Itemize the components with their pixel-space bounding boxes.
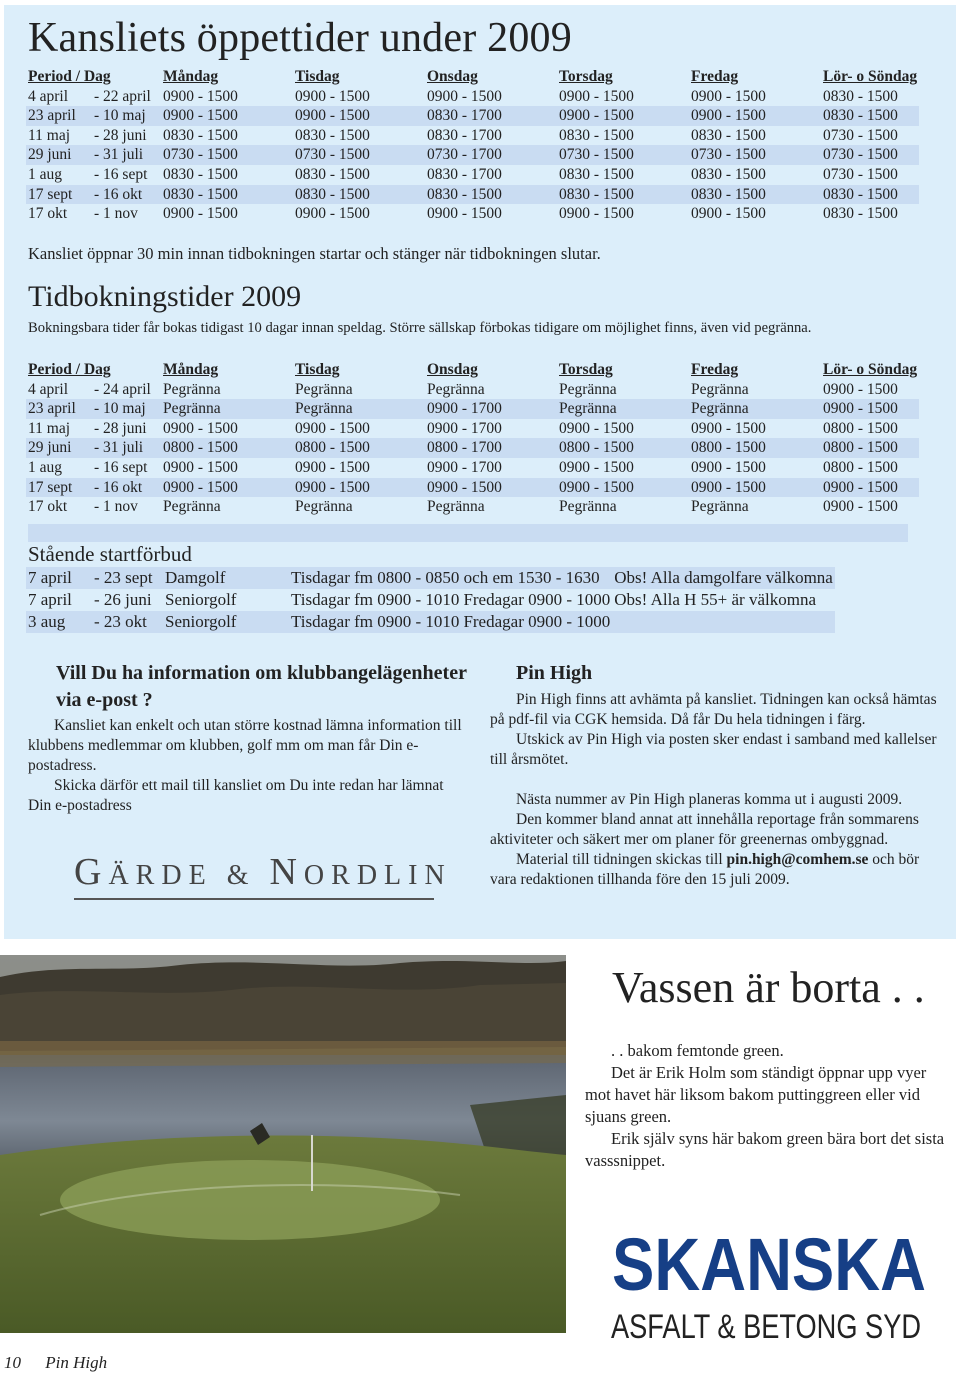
table-row (26, 438, 919, 458)
period-cell: 17 okt (28, 498, 68, 516)
hours-cell: 0900 - 1500 (557, 478, 689, 498)
hours-cell: 0830 - 1500 (295, 126, 370, 144)
hours-cell: 0800 - 1500 (557, 438, 689, 458)
hours-cell: 0830 - 1700 (427, 126, 502, 144)
table-row (26, 497, 919, 517)
header-wednesday: Onsdag (427, 68, 478, 85)
hours-cell: 0830 - 1500 (823, 87, 898, 105)
ban-cell: Obs! Alla damgolfare välkomna (614, 568, 833, 587)
ban-cell: - 26 juni (94, 590, 152, 609)
table-row (26, 87, 919, 107)
hours-cell: 0730 - 1500 (689, 145, 821, 165)
hours-cell: Pegränna (295, 498, 353, 516)
period-cell: 11 maj (28, 419, 71, 437)
period-cell: - 24 april (94, 380, 151, 398)
hours-cell: 0900 - 1500 (427, 205, 502, 223)
hours-cell: 0900 - 1500 (163, 458, 238, 476)
hours-cell: 0900 - 1500 (425, 478, 557, 498)
period-cell: - 31 juli (92, 438, 161, 458)
period-cell: - 10 maj (92, 106, 161, 126)
booking-title: Tidbokningstider 2009 (28, 280, 302, 313)
period-cell: 4 april (28, 87, 69, 105)
hours-cell: 0900 - 1500 (295, 205, 370, 223)
office-hours-table (26, 67, 919, 224)
hours-cell: 0900 - 1500 (559, 419, 634, 437)
header-wednesday: Onsdag (427, 361, 478, 378)
period-cell: - 1 nov (94, 498, 138, 516)
hours-cell: 0900 - 1500 (557, 106, 689, 126)
office-note: Kansliet öppnar 30 min innan tidbokningen startar och stänger när tidbokningen slutar. (28, 244, 601, 263)
hours-cell: 0900 - 1500 (823, 380, 898, 398)
skanska-tagline: ASFALT & BETONG SYD (611, 1308, 921, 1346)
hours-cell: Pegränna (559, 380, 617, 398)
header-period: Period / Dag (28, 361, 111, 378)
hours-cell: Pegränna (163, 498, 221, 516)
hours-cell: 0900 - 1500 (821, 399, 919, 419)
page-number: 10 (4, 1353, 21, 1372)
hours-cell: 0900 - 1500 (691, 458, 766, 476)
pin-high-heading: Pin High (516, 662, 593, 684)
story-paragraph: Det är Erik Holm som ständigt öppnar upp vyer mot havet här liksom bakom puttinggreen eller vid sjuans green. (585, 1063, 927, 1126)
golf-green-photo (0, 955, 566, 1333)
hours-cell: 0830 - 1700 (425, 106, 557, 126)
hours-cell: 0900 - 1500 (295, 419, 370, 437)
hours-cell: 0830 - 1500 (293, 185, 425, 205)
table-row (26, 380, 919, 400)
hours-cell: 0800 - 1500 (823, 419, 898, 437)
period-cell: 29 juni (26, 438, 92, 458)
pin-high-paragraph: Den kommer bland annat att innehålla reportage från sommarens aktiviteter och säkert mer om planer för greenernas ombyggnad. (490, 811, 919, 848)
table-row (26, 589, 835, 611)
hours-cell: 0900 - 1500 (295, 458, 370, 476)
period-cell: - 16 okt (92, 185, 161, 205)
hours-cell: 0900 - 1500 (163, 87, 238, 105)
hours-cell: 0800 - 1500 (161, 438, 293, 458)
ban-cell: - 23 sept (92, 567, 163, 589)
hours-cell: 0900 - 1500 (161, 478, 293, 498)
hours-cell: 0900 - 1700 (427, 419, 502, 437)
hours-cell: 0730 - 1500 (293, 145, 425, 165)
email-info-box (28, 660, 468, 816)
hours-cell: 0900 - 1500 (821, 478, 919, 498)
header-weekend: Lör- o Söndag (823, 68, 918, 85)
hours-cell: 0900 - 1500 (161, 106, 293, 126)
ban-cell: Obs! Alla H 55+ är välkomna (614, 590, 817, 609)
period-cell: 4 april (28, 380, 69, 398)
period-cell: - 1 nov (94, 205, 138, 223)
table-row (26, 126, 919, 146)
hours-cell: Pegränna (557, 399, 689, 419)
ban-cell: Tisdagar fm 0800 - 0850 och em 1530 - 1630 (289, 567, 612, 589)
story-paragraph: Erik själv syns här bakom green bära bort det sista vasssnippet. (585, 1129, 945, 1170)
table-row (26, 399, 919, 419)
booking-hours-table (26, 360, 919, 517)
pin-high-paragraph: Utskick av Pin High via posten sker endast i samband med kallelser till årsmötet. (490, 731, 937, 768)
hours-cell: Pegränna (691, 498, 749, 516)
pin-high-box (490, 660, 942, 890)
story-title: Vassen är borta . . (612, 963, 925, 1012)
period-cell: 1 aug (28, 458, 63, 476)
start-bans-table (26, 567, 835, 633)
email-info-paragraph: Skicka därför ett mail till kansliet om Du inte redan har lämnat Din e-postadress (28, 777, 444, 814)
golf-green-photo-graphic (0, 955, 566, 1333)
hours-cell: 0730 - 1500 (823, 165, 898, 183)
hours-cell: 0830 - 1500 (161, 185, 293, 205)
office-hours-title: Kansliets öppettider under 2009 (28, 15, 572, 61)
table-row (26, 567, 835, 589)
hours-cell: 0830 - 1500 (691, 165, 766, 183)
hours-cell: 0830 - 1500 (559, 165, 634, 183)
period-cell: - 22 april (94, 87, 151, 105)
hours-cell: 0900 - 1500 (691, 87, 766, 105)
page-footer (4, 1353, 107, 1373)
hours-cell: 0900 - 1500 (559, 205, 634, 223)
period-cell: 17 sept (26, 185, 92, 205)
hours-cell: 0730 - 1500 (821, 145, 919, 165)
ban-cell: Fredagar 0900 - 1000 (463, 612, 611, 631)
table-row (26, 204, 919, 224)
hours-cell: 0830 - 1500 (295, 165, 370, 183)
hours-cell: 0900 - 1500 (427, 87, 502, 105)
skanska-wordmark: SKANSKA (612, 1223, 926, 1306)
hours-cell: 0830 - 1500 (823, 205, 898, 223)
period-cell: - 16 sept (94, 165, 148, 183)
hours-cell: 0830 - 1500 (559, 126, 634, 144)
period-cell: - 28 juni (94, 419, 147, 437)
ban-cell: Damgolf (163, 567, 289, 589)
ban-cell: Tisdagar fm 0900 - 1010 (291, 590, 460, 609)
hours-cell: 0900 - 1500 (689, 106, 821, 126)
hours-cell: 0800 - 1700 (425, 438, 557, 458)
table-row (26, 611, 835, 633)
header-thursday: Torsdag (559, 68, 613, 85)
story-body (585, 1040, 953, 1172)
pin-high-paragraph: Nästa nummer av Pin High planeras komma ut i augusti 2009. (516, 791, 903, 808)
table-row (26, 106, 919, 126)
ban-cell: Tisdagar fm 0900 - 1010 (291, 612, 460, 631)
hours-cell: 0900 - 1500 (293, 478, 425, 498)
header-monday: Måndag (163, 68, 219, 85)
hours-cell: 0730 - 1700 (425, 145, 557, 165)
hours-cell: Pegränna (295, 380, 353, 398)
publication-name: Pin High (45, 1353, 108, 1372)
divider-bar (28, 524, 908, 542)
hours-cell: 0830 - 1700 (427, 165, 502, 183)
hours-cell: Pegränna (689, 399, 821, 419)
header-period: Period / Dag (28, 68, 111, 85)
email-info-paragraph: Kansliet kan enkelt och utan större kostnad lämna information till klubbens medlemmar om klubben, golf mm om man får Din e-postadress. (28, 717, 462, 774)
period-cell: 11 maj (28, 126, 71, 144)
hours-cell: 0730 - 1500 (823, 126, 898, 144)
period-cell: 23 april (26, 399, 92, 419)
story-paragraph: . . bakom femtonde green. (611, 1041, 784, 1060)
ban-cell: Seniorgolf (165, 590, 237, 609)
hours-cell: 0730 - 1500 (161, 145, 293, 165)
hours-cell: 0830 - 1500 (821, 106, 919, 126)
period-cell: - 10 maj (92, 399, 161, 419)
hours-cell: 0900 - 1500 (691, 419, 766, 437)
hours-cell: 0900 - 1500 (823, 498, 898, 516)
hours-cell: 0730 - 1500 (557, 145, 689, 165)
header-thursday: Torsdag (559, 361, 613, 378)
period-cell: - 16 sept (94, 458, 148, 476)
header-friday: Fredag (691, 68, 739, 85)
table-row (26, 165, 919, 185)
table-row (26, 458, 919, 478)
table-row (26, 419, 919, 439)
ban-cell: 7 april (28, 590, 72, 609)
hours-cell: 0830 - 1500 (163, 165, 238, 183)
hours-cell: 0900 - 1500 (163, 205, 238, 223)
period-cell: - 28 juni (94, 126, 147, 144)
header-tuesday: Tisdag (295, 361, 340, 378)
hours-cell: 0800 - 1500 (689, 438, 821, 458)
hours-cell: Pegränna (293, 399, 425, 419)
hours-cell: 0830 - 1500 (691, 126, 766, 144)
period-cell: 23 april (26, 106, 92, 126)
hours-cell: 0830 - 1500 (163, 126, 238, 144)
ban-cell: 3 aug (26, 611, 92, 633)
period-cell: 29 juni (26, 145, 92, 165)
hours-cell: 0900 - 1700 (425, 399, 557, 419)
hours-cell: 0900 - 1500 (559, 458, 634, 476)
email-info-heading: Vill Du ha information om klubbangelägenheter via e-post ? (56, 662, 467, 711)
hours-cell: Pegränna (559, 498, 617, 516)
hours-cell: 0900 - 1500 (295, 87, 370, 105)
ban-cell: Seniorgolf (163, 611, 289, 633)
ban-cell: 7 april (26, 567, 92, 589)
period-cell: - 31 juli (92, 145, 161, 165)
period-cell: 17 sept (26, 478, 92, 498)
hours-cell: 0900 - 1700 (427, 458, 502, 476)
hours-cell: 0830 - 1500 (557, 185, 689, 205)
hours-cell: 0800 - 1500 (821, 438, 919, 458)
pin-high-email: pin.high@comhem.se (726, 851, 869, 868)
garde-nordlin-logo: GÄRDE & NORDLIN (74, 850, 434, 900)
hours-cell: 0800 - 1500 (823, 458, 898, 476)
hours-cell: 0900 - 1500 (163, 419, 238, 437)
booking-subtitle: Bokningsbara tider får bokas tidigast 10 dagar innan speldag. Större sällskap förbokas tidigare om möjlighet finns, även vid pegränna. (28, 320, 812, 336)
hours-cell: 0900 - 1500 (559, 87, 634, 105)
skanska-logo (604, 1222, 934, 1362)
period-cell: - 16 okt (92, 478, 161, 498)
period-cell: 17 okt (28, 205, 68, 223)
ban-cell: Fredagar 0900 - 1000 (463, 590, 611, 609)
table-row (26, 478, 919, 498)
hours-cell: 0830 - 1500 (689, 185, 821, 205)
hours-cell: 0800 - 1500 (293, 438, 425, 458)
header-monday: Måndag (163, 361, 219, 378)
pin-high-paragraph: Pin High finns att avhämta på kansliet. Tidningen kan också hämtas på pdf-fil via CGK hemsida. Då får Du hela tidningen i färg. (490, 691, 937, 728)
table-row (26, 145, 919, 165)
hours-cell: 0900 - 1500 (293, 106, 425, 126)
ban-cell: - 23 okt (92, 611, 163, 633)
table-row (26, 185, 919, 205)
period-cell: 1 aug (28, 165, 63, 183)
hours-cell: 0900 - 1500 (689, 478, 821, 498)
hours-cell: Pegränna (427, 498, 485, 516)
hours-cell: Pegränna (427, 380, 485, 398)
ban-cell (612, 611, 835, 633)
hours-cell: Pegränna (161, 399, 293, 419)
start-bans-title: Stående startförbud (28, 542, 192, 566)
hours-cell: Pegränna (691, 380, 749, 398)
hours-cell: Pegränna (163, 380, 221, 398)
header-friday: Fredag (691, 361, 739, 378)
hours-cell: 0900 - 1500 (691, 205, 766, 223)
hours-cell: 0830 - 1500 (821, 185, 919, 205)
hours-cell: 0830 - 1500 (425, 185, 557, 205)
header-weekend: Lör- o Söndag (823, 361, 918, 378)
header-tuesday: Tisdag (295, 68, 340, 85)
pin-high-paragraph: Material till tidningen skickas till pin.high@comhem.se och bör vara redaktionen tillhanda före den 15 juli 2009. (490, 851, 920, 888)
